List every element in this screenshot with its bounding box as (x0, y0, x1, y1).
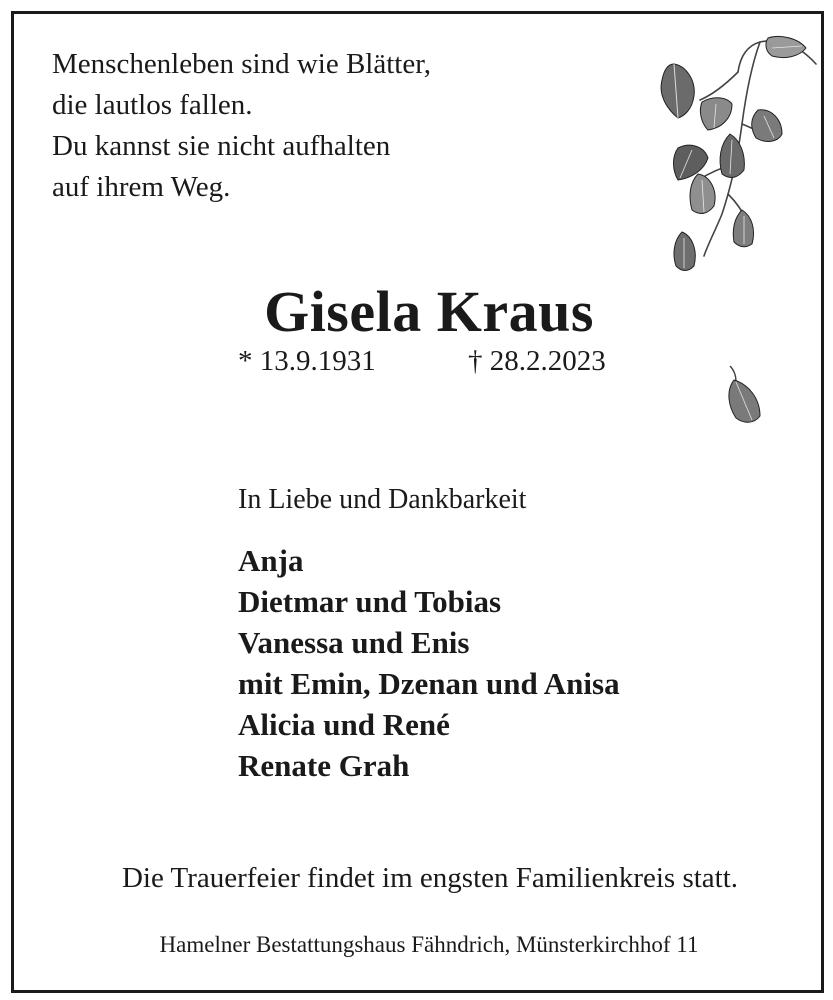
mourner-name: Alicia und René (238, 707, 450, 742)
funeral-home: Hamelner Bestattungshaus Fähndrich, Münsterkirchhof 11 (159, 932, 699, 957)
death-date: † 28.2.2023 (468, 345, 606, 377)
poem-line: die lautlos fallen. (52, 89, 253, 121)
funeral-notice: Die Trauerfeier findet im engsten Familienkreis statt. (121, 862, 739, 894)
deceased-name: Gisela Kraus (264, 279, 594, 344)
mourners-list (238, 540, 620, 786)
mourner-name: Anja (238, 543, 304, 578)
poem-line: Du kannst sie nicht aufhalten (52, 130, 391, 162)
mourner-name: Dietmar und Tobias (238, 584, 502, 619)
falling-leaf-icon (716, 360, 768, 430)
birth-date: * 13.9.1931 (238, 345, 376, 377)
poem-line: Menschenleben sind wie Blätter, (52, 48, 431, 80)
poem (52, 44, 431, 208)
birch-branch-icon (648, 24, 820, 284)
mourner-name: mit Emin, Dzenan und Anisa (238, 666, 620, 701)
dedication-text: In Liebe und Dankbarkeit (238, 484, 527, 515)
poem-line: auf ihrem Weg. (52, 171, 231, 203)
mourner-name: Vanessa und Enis (238, 625, 470, 660)
mourner-name: Renate Grah (238, 748, 410, 783)
